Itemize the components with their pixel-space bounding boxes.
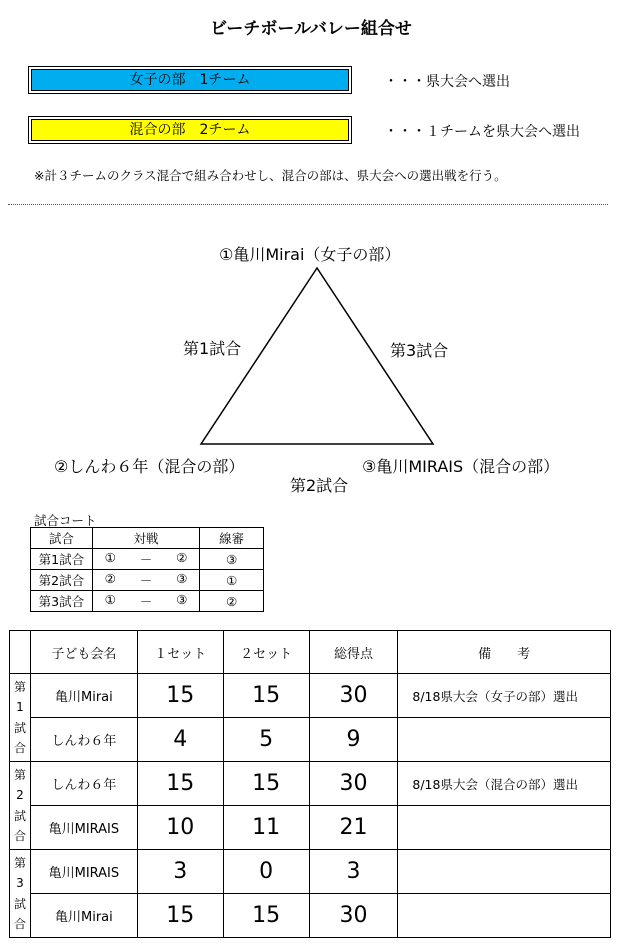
set2-score: 11 bbox=[223, 806, 309, 850]
court-match bbox=[92, 591, 200, 612]
team-right-label: ③亀川MIRAIS（混合の部） bbox=[362, 457, 560, 476]
set1-score: 3 bbox=[137, 850, 223, 894]
results-header-blank bbox=[10, 631, 31, 674]
results-header-set2: ２セット bbox=[223, 631, 309, 674]
game3-label: 第3試合 bbox=[390, 341, 449, 360]
total-score: 30 bbox=[309, 894, 398, 938]
girls-division-note: ・・・県大会へ選出 bbox=[384, 74, 510, 90]
team-top-label: ①亀川Mirai（女子の部） bbox=[219, 245, 401, 264]
total-score: 30 bbox=[309, 674, 398, 718]
court-team-b: ③ bbox=[176, 571, 188, 586]
remark: 8/18県大会（混合の部）選出 bbox=[398, 762, 611, 806]
court-team-b: ② bbox=[176, 550, 188, 565]
set2-score: 5 bbox=[223, 718, 309, 762]
table-row bbox=[10, 894, 611, 938]
court-team-a: ① bbox=[104, 592, 116, 607]
court-game: 第1試合 bbox=[31, 549, 93, 570]
remark bbox=[398, 850, 611, 894]
court-title: 試合コート bbox=[34, 513, 97, 528]
girls-division-box: 女子の部 1チーム bbox=[28, 66, 352, 94]
remark bbox=[398, 894, 611, 938]
game2-label: 第2試合 bbox=[290, 476, 349, 495]
court-match bbox=[92, 570, 200, 591]
total-score: 9 bbox=[309, 718, 398, 762]
team-name: 亀川Mirai bbox=[30, 894, 137, 938]
court-team-a: ① bbox=[104, 550, 116, 565]
team-name: しんわ６年 bbox=[30, 718, 137, 762]
team-name: しんわ６年 bbox=[30, 762, 137, 806]
results-header-set1: １セット bbox=[137, 631, 223, 674]
set2-score: 15 bbox=[223, 674, 309, 718]
table-row bbox=[10, 762, 611, 806]
game-label-1: 第 1 試 合 bbox=[10, 674, 31, 762]
remark bbox=[398, 806, 611, 850]
court-row bbox=[31, 591, 264, 612]
court-judge: ② bbox=[200, 591, 264, 612]
court-header-judge: 線審 bbox=[200, 528, 264, 549]
game-label-2: 第 2 試 合 bbox=[10, 762, 31, 850]
court-header-match: 対戦 bbox=[92, 528, 200, 549]
total-score: 21 bbox=[309, 806, 398, 850]
court-judge: ③ bbox=[200, 549, 264, 570]
results-header-team: 子ども会名 bbox=[30, 631, 137, 674]
court-dash: － bbox=[139, 573, 153, 588]
results-header-row bbox=[10, 631, 611, 674]
team-name: 亀川MIRAIS bbox=[30, 806, 137, 850]
team-left-label: ②しんわ６年（混合の部） bbox=[54, 457, 245, 476]
court-game: 第2試合 bbox=[31, 570, 93, 591]
page-title: ビーチボールバレー組合せ bbox=[210, 19, 412, 39]
total-score: 3 bbox=[309, 850, 398, 894]
court-table bbox=[30, 527, 264, 612]
footnote: ※計３チームのクラス混合で組み合わせし、混合の部は、県大会への選出戦を行う。 bbox=[34, 168, 507, 183]
court-team-b: ③ bbox=[176, 592, 188, 607]
court-dash: － bbox=[139, 594, 153, 609]
court-header-game: 試合 bbox=[31, 528, 93, 549]
table-row bbox=[10, 674, 611, 718]
court-game: 第3試合 bbox=[31, 591, 93, 612]
total-score: 30 bbox=[309, 762, 398, 806]
table-row bbox=[10, 850, 611, 894]
court-team-a: ② bbox=[104, 571, 116, 586]
results-header-remark: 備 考 bbox=[398, 631, 611, 674]
set1-score: 15 bbox=[137, 894, 223, 938]
results-header-total: 総得点 bbox=[309, 631, 398, 674]
table-row bbox=[10, 718, 611, 762]
set2-score: 0 bbox=[223, 850, 309, 894]
court-row bbox=[31, 549, 264, 570]
set1-score: 10 bbox=[137, 806, 223, 850]
set1-score: 15 bbox=[137, 762, 223, 806]
remark bbox=[398, 718, 611, 762]
game1-label: 第1試合 bbox=[183, 339, 242, 358]
results-table bbox=[9, 630, 611, 938]
team-name: 亀川Mirai bbox=[30, 674, 137, 718]
court-match bbox=[92, 549, 200, 570]
table-row bbox=[10, 806, 611, 850]
court-row bbox=[31, 570, 264, 591]
set1-score: 15 bbox=[137, 674, 223, 718]
team-name: 亀川MIRAIS bbox=[30, 850, 137, 894]
mixed-division-note: ・・・１チームを県大会へ選出 bbox=[384, 124, 580, 140]
set1-score: 4 bbox=[137, 718, 223, 762]
court-dash: － bbox=[139, 552, 153, 567]
set2-score: 15 bbox=[223, 762, 309, 806]
court-header-row bbox=[31, 528, 264, 549]
set2-score: 15 bbox=[223, 894, 309, 938]
court-judge: ① bbox=[200, 570, 264, 591]
game-label-3: 第 3 試 合 bbox=[10, 850, 31, 938]
remark: 8/18県大会（女子の部）選出 bbox=[398, 674, 611, 718]
mixed-division-box: 混合の部 2チーム bbox=[28, 116, 352, 144]
